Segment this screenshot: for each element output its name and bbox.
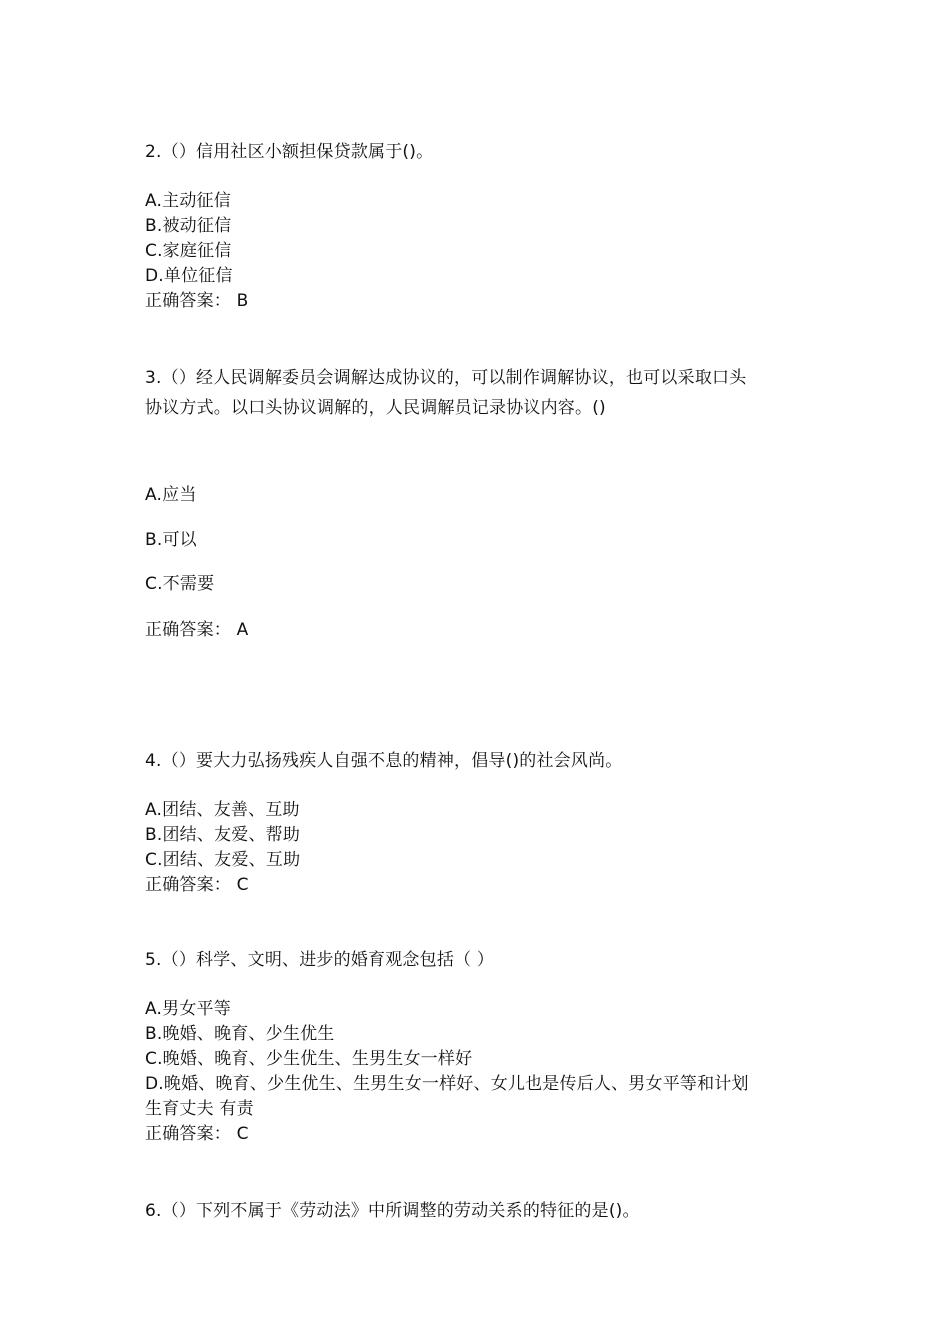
question-4-option-c: C.团结、友爱、互助 — [145, 850, 301, 870]
question-4-stem: 4.（）要大力弘扬残疾人自强不息的精神，倡导()的社会风尚。 — [145, 751, 623, 771]
question-4-option-b: B.团结、友爱、帮助 — [145, 825, 301, 845]
question-3-option-a: A.应当 — [145, 485, 197, 505]
question-3-option-c: C.不需要 — [145, 574, 215, 594]
question-5-option-a: A.男女平等 — [145, 999, 231, 1019]
question-5-option-d: D.晚婚、晚育、少生优生、生男生女一样好、女儿也是传后人、男女平等和计划 — [145, 1074, 749, 1094]
question-2-answer: 正确答案： B — [145, 291, 249, 311]
question-3-stem-line-1: 3.（）经人民调解委员会调解达成协议的，可以制作调解协议，也可以采取口头 — [145, 368, 747, 388]
question-4-option-a: A.团结、友善、互助 — [145, 800, 300, 820]
question-2-option-c: C.家庭征信 — [145, 241, 232, 261]
question-5-stem: 5.（）科学、文明、进步的婚育观念包括（ ） — [145, 950, 495, 970]
question-2-option-b: B.被动征信 — [145, 216, 232, 236]
question-5-answer: 正确答案： C — [145, 1124, 249, 1144]
question-6-stem: 6.（）下列不属于《劳动法》中所调整的劳动关系的特征的是()。 — [145, 1201, 640, 1221]
question-3-option-b: B.可以 — [145, 530, 197, 550]
question-2-stem: 2.（）信用社区小额担保贷款属于()。 — [145, 142, 434, 162]
question-2-option-d: D.单位征信 — [145, 266, 233, 286]
question-2-option-a: A.主动征信 — [145, 191, 231, 211]
question-3-answer: 正确答案： A — [145, 620, 249, 640]
question-4-answer: 正确答案： C — [145, 875, 249, 895]
question-5-option-c: C.晚婚、晚育、少生优生、生男生女一样好 — [145, 1049, 473, 1069]
question-3-stem-line-2: 协议方式。以口头协议调解的，人民调解员记录协议内容。() — [145, 398, 606, 418]
question-5-option-b: B.晚婚、晚育、少生优生 — [145, 1024, 335, 1044]
question-5-option-d-continued: 生育丈夫 有责 — [145, 1099, 254, 1119]
